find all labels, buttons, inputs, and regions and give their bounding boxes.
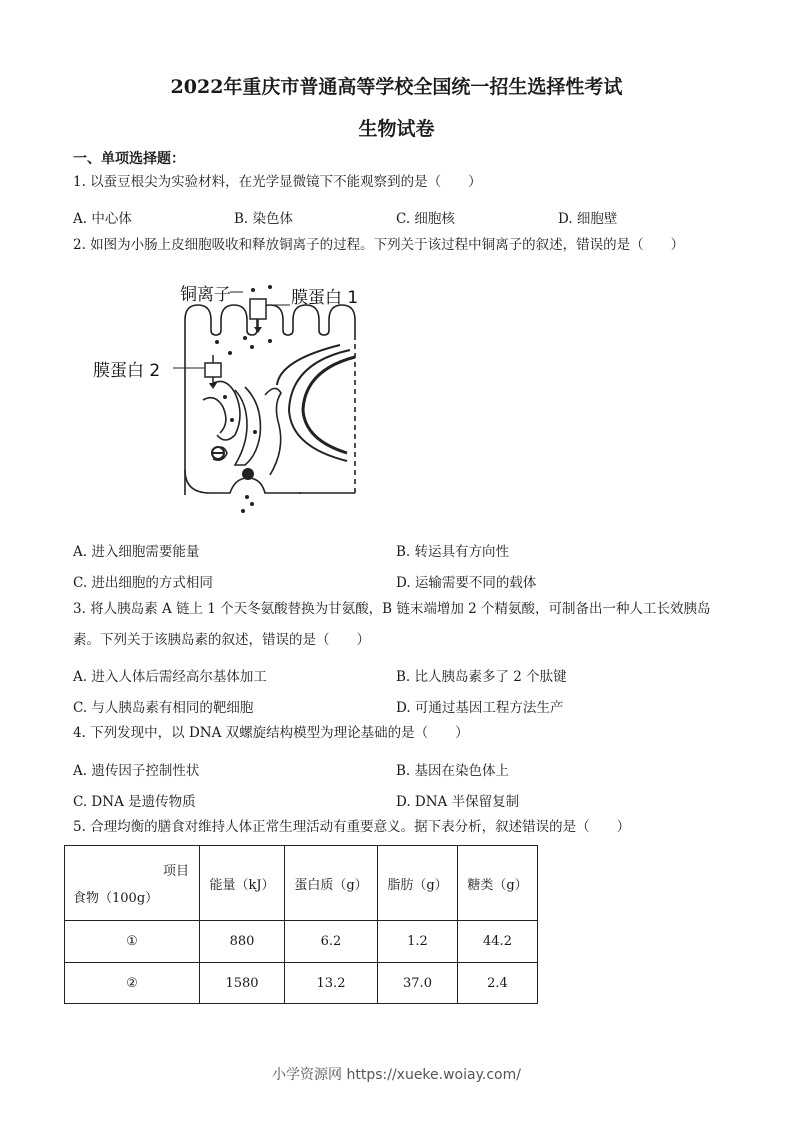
question-5-stem: 5. 合理均衡的膳食对维持人体正常生理活动有重要意义。据下表分析，叙述错误的是（ ） (73, 819, 631, 835)
q2-option-c: C. 进出细胞的方式相同 (73, 575, 213, 591)
column-header-protein: 蛋白质（g） (285, 846, 378, 921)
column-header-carbs: 糖类（g） (458, 846, 538, 921)
membrane-protein-2-label: 膜蛋白 2 (93, 361, 161, 381)
q3-option-c: C. 与人胰岛素有相同的靶细胞 (73, 700, 254, 716)
cell-protein: 6.2 (285, 921, 378, 963)
table-row (65, 921, 538, 963)
row-label: ① (65, 921, 200, 963)
cell-carbs: 44.2 (458, 921, 538, 963)
table-header-row (65, 846, 538, 921)
q4-option-c: C. DNA 是遗传物质 (73, 794, 196, 810)
copper-ion-label: 铜离子 (180, 285, 231, 305)
cell-fat: 1.2 (378, 921, 458, 963)
q1-option-c: C. 细胞核 (396, 211, 455, 227)
row-label: ② (65, 963, 200, 1004)
q3-option-b: B. 比人胰岛素多了 2 个肽键 (396, 669, 567, 685)
cell-protein: 13.2 (285, 963, 378, 1004)
cell-energy: 1580 (200, 963, 285, 1004)
question-2-stem: 2. 如图为小肠上皮细胞吸收和释放铜离子的过程。下列关于该过程中铜离子的叙述，错误的是（ ） (73, 237, 685, 253)
membrane-protein-1-shape (250, 299, 266, 319)
exam-title: 2022年重庆市普通高等学校全国统一招生选择性考试 (170, 76, 623, 98)
q3-option-a: A. 进入人体后需经高尔基体加工 (73, 669, 267, 685)
nutrition-table (64, 845, 538, 1004)
cell-carbs: 2.4 (458, 963, 538, 1004)
corner-label-food: 食物（100g） (73, 891, 159, 906)
cell-energy: 880 (200, 921, 285, 963)
cell-diagram (85, 275, 385, 515)
q2-option-b: B. 转运具有方向性 (396, 544, 510, 560)
column-header-energy: 能量（kJ） (200, 846, 285, 921)
q4-option-a: A. 遗传因子控制性状 (73, 763, 200, 779)
membrane-protein-1-label: 膜蛋白 1 (291, 288, 359, 308)
q2-option-d: D. 运输需要不同的载体 (396, 575, 537, 591)
q1-option-d: D. 细胞壁 (558, 211, 618, 227)
intestinal-cell-figure (85, 275, 385, 515)
table-corner-cell (65, 846, 200, 921)
footer-watermark: 小学资源网 https://xueke.woiay.com/ (272, 1067, 521, 1083)
section-heading: 一、单项选择题： (73, 151, 185, 167)
question-1-stem: 1. 以蚕豆根尖为实验材料，在光学显微镜下不能观察到的是（ ） (73, 174, 482, 190)
q4-option-d: D. DNA 半保留复制 (396, 794, 520, 810)
cell-fat: 37.0 (378, 963, 458, 1004)
q1-option-b: B. 染色体 (234, 211, 294, 227)
exam-subtitle: 生物试卷 (358, 118, 435, 140)
q4-option-b: B. 基因在染色体上 (396, 763, 510, 779)
q1-option-a: A. 中心体 (73, 211, 132, 227)
membrane-protein-2-shape (205, 363, 221, 377)
table-row (65, 963, 538, 1004)
corner-label-item: 项目 (162, 864, 189, 879)
column-header-fat: 脂肪（g） (378, 846, 458, 921)
question-3-stem-line1: 3. 将人胰岛素 A 链上 1 个天冬氨酸替换为甘氨酸，B 链末端增加 2 个精氨酸，可制备出一种人工长效胰岛 (73, 601, 711, 617)
q3-option-d: D. 可通过基因工程方法生产 (396, 700, 564, 716)
q2-option-a: A. 进入细胞需要能量 (73, 544, 200, 560)
question-4-stem: 4. 下列发现中，以 DNA 双螺旋结构模型为理论基础的是（ ） (73, 725, 469, 741)
question-3-stem-line2: 素。下列关于该胰岛素的叙述，错误的是（ ） (73, 632, 370, 648)
